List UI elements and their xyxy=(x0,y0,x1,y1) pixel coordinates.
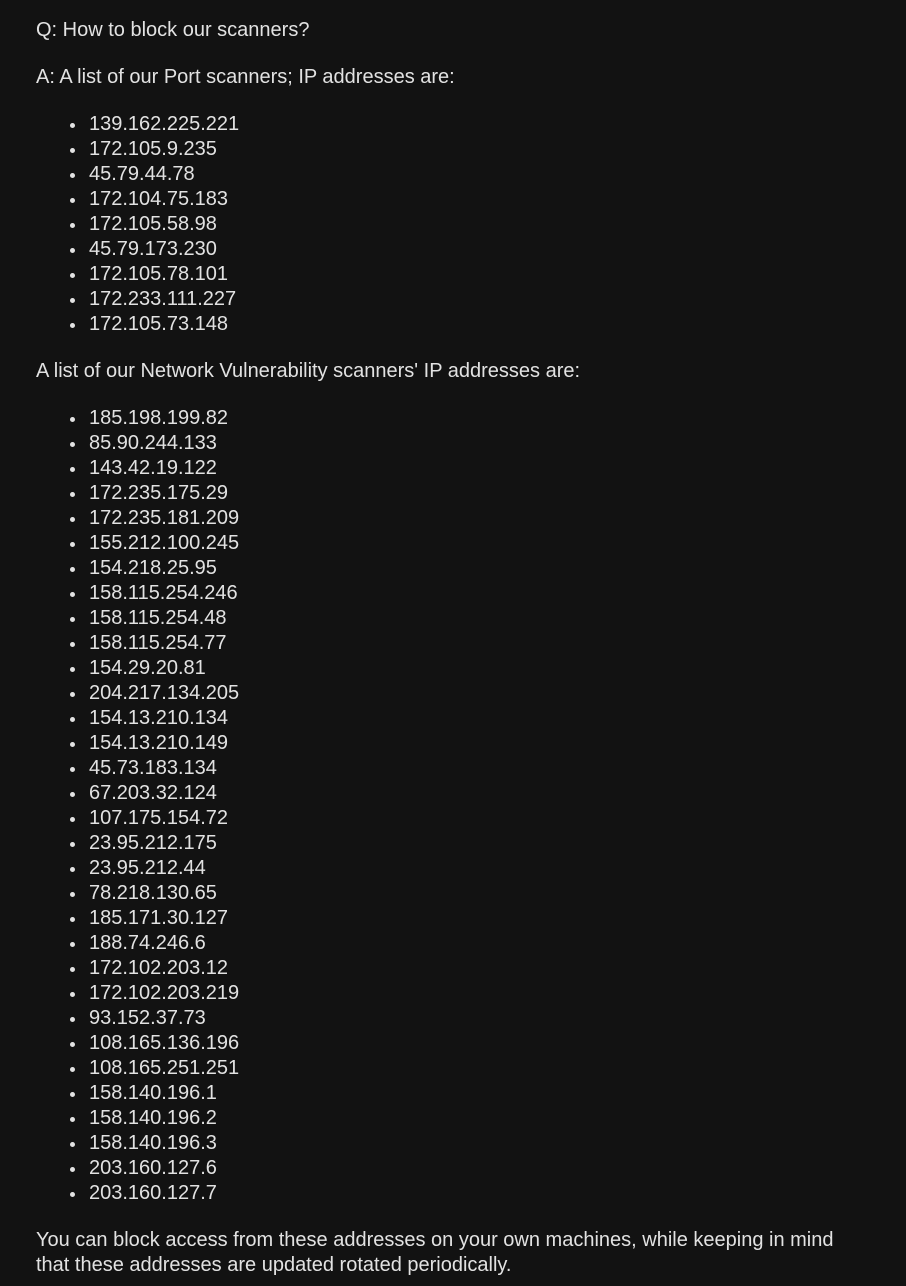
network-scanner-ip-item: 158.115.254.48 xyxy=(36,606,870,631)
network-scanner-ip-item: 107.175.154.72 xyxy=(36,806,870,831)
port-scanner-ip-item: 45.79.173.230 xyxy=(36,237,870,262)
network-scanner-ip-item: 203.160.127.6 xyxy=(36,1156,870,1181)
network-scanner-ip-item: 85.90.244.133 xyxy=(36,431,870,456)
network-scanner-ip-item: 78.218.130.65 xyxy=(36,881,870,906)
network-scanner-ip-item: 45.73.183.134 xyxy=(36,756,870,781)
network-scanner-ip-item: 155.212.100.245 xyxy=(36,531,870,556)
network-scanner-ip-item: 188.74.246.6 xyxy=(36,931,870,956)
network-scanner-ip-item: 154.29.20.81 xyxy=(36,656,870,681)
network-scanner-ip-item: 172.102.203.12 xyxy=(36,956,870,981)
port-scanners-heading: A: A list of our Port scanners; IP addresses are: xyxy=(36,66,455,88)
network-scanner-ip-item: 185.171.30.127 xyxy=(36,906,870,931)
port-scanner-ip-item: 172.105.58.98 xyxy=(36,212,870,237)
port-scanner-ip-item: 172.105.9.235 xyxy=(36,137,870,162)
port-scanner-ip-item: 172.104.75.183 xyxy=(36,187,870,212)
network-scanner-ip-item: 172.102.203.219 xyxy=(36,981,870,1006)
network-scanner-ip-item: 93.152.37.73 xyxy=(36,1006,870,1031)
port-scanner-ip-item: 172.105.73.148 xyxy=(36,312,870,337)
network-scanner-ip-item: 154.13.210.134 xyxy=(36,706,870,731)
port-scanner-ip-item: 172.233.111.227 xyxy=(36,287,870,312)
port-scanner-ip-item: 139.162.225.221 xyxy=(36,112,870,137)
port-scanner-ip-list xyxy=(36,112,870,337)
faq-question: Q: How to block our scanners? xyxy=(36,19,310,41)
network-scanner-ip-item: 154.13.210.149 xyxy=(36,731,870,756)
port-scanner-ip-item: 172.105.78.101 xyxy=(36,262,870,287)
network-scanner-ip-item: 158.140.196.3 xyxy=(36,1131,870,1156)
network-scanner-ip-item: 204.217.134.205 xyxy=(36,681,870,706)
network-scanner-ip-item: 143.42.19.122 xyxy=(36,456,870,481)
network-scanner-ip-item: 158.140.196.1 xyxy=(36,1081,870,1106)
port-scanner-ip-item: 45.79.44.78 xyxy=(36,162,870,187)
network-scanner-ip-item: 23.95.212.44 xyxy=(36,856,870,881)
network-scanner-ip-item: 158.115.254.246 xyxy=(36,581,870,606)
network-scanner-ip-item: 185.198.199.82 xyxy=(36,406,870,431)
network-scanner-ip-item: 172.235.175.29 xyxy=(36,481,870,506)
network-scanner-ip-item: 158.115.254.77 xyxy=(36,631,870,656)
network-scanner-ip-list xyxy=(36,406,870,1206)
network-scanner-ip-item: 67.203.32.124 xyxy=(36,781,870,806)
network-scanner-ip-item: 172.235.181.209 xyxy=(36,506,870,531)
network-scanner-ip-item: 23.95.212.175 xyxy=(36,831,870,856)
network-scanners-heading: A list of our Network Vulnerability scanners' IP addresses are: xyxy=(36,360,581,382)
footer-note: You can block access from these addresses on your own machines, while keeping in mind that these addresses are updated rotated periodically. xyxy=(36,1229,834,1276)
network-scanner-ip-item: 203.160.127.7 xyxy=(36,1181,870,1206)
network-scanner-ip-item: 108.165.251.251 xyxy=(36,1056,870,1081)
network-scanner-ip-item: 154.218.25.95 xyxy=(36,556,870,581)
network-scanner-ip-item: 158.140.196.2 xyxy=(36,1106,870,1131)
network-scanner-ip-item: 108.165.136.196 xyxy=(36,1031,870,1056)
